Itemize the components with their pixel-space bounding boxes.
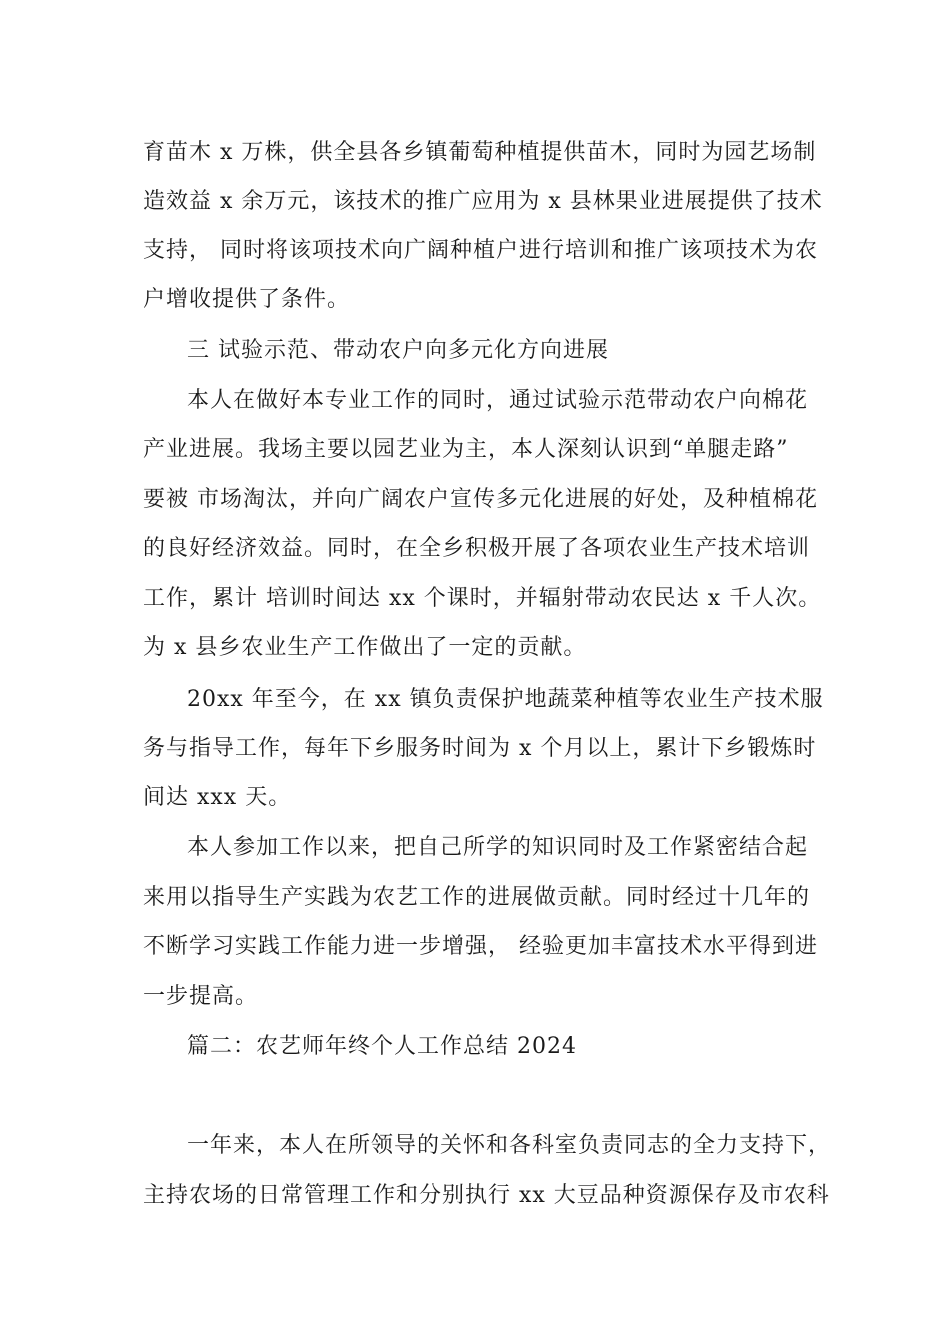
text-line: 的良好经济效益。同时，在全乡积极开展了各项农业生产技术培训 <box>143 536 811 561</box>
text-line: 工作，累计 培训时间达 xx 个课时，并辐射带动农民达 x 千人次。 <box>143 586 822 611</box>
text-line: 育苗木 x 万株，供全县各乡镇葡萄种植提供苗木，同时为园艺场制 <box>143 140 817 165</box>
text-line: 支持， 同时将该项技术向广阔种植户进行培训和推广该项技术为农 <box>143 238 818 263</box>
section-heading: 三 试验示范、带动农户向多元化方向进展 <box>187 338 609 363</box>
text-line: 一年来，本人在所领导的关怀和各科室负责同志的全力支持下， <box>187 1133 832 1158</box>
text-line: 来用以指导生产实践为农艺工作的进展做贡献。同时经过十几年的 <box>143 885 811 910</box>
text-line: 主持农场的日常管理工作和分别执行 xx 大豆品种资源保存及市农科 <box>143 1183 830 1208</box>
text-line: 造效益 x 余万元，该技术的推广应用为 x 县林果业进展提供了技术 <box>143 189 823 214</box>
section-heading: 篇二：农艺师年终个人工作总结 2024 <box>187 1034 577 1059</box>
text-line: 20xx 年至今，在 xx 镇负责保护地蔬菜种植等农业生产技术服 <box>187 687 824 712</box>
text-line: 产业进展。我场主要以园艺业为主，本人深刻认识到“单腿走路” <box>143 437 789 462</box>
text-line: 一步提高。 <box>143 984 259 1009</box>
text-line: 本人参加工作以来，把自己所学的知识同时及工作紧密结合起 <box>187 835 809 860</box>
text-line: 不断学习实践工作能力进一步增强， 经验更加丰富技术水平得到进 <box>143 934 818 959</box>
text-line: 为 x 县乡农业生产工作做出了一定的贡献。 <box>143 635 587 660</box>
text-line: 要被 市场淘汰，并向广阔农户宣传多元化进展的好处，及种植棉花 <box>143 487 818 512</box>
text-line: 务与指导工作，每年下乡服务时间为 x 个月以上，累计下乡锻炼时 <box>143 736 817 761</box>
text-line: 间达 xxx 天。 <box>143 785 292 810</box>
text-line: 户增收提供了条件。 <box>143 287 351 312</box>
text-line: 本人在做好本专业工作的同时，通过试验示范带动农户向棉花 <box>187 388 809 413</box>
